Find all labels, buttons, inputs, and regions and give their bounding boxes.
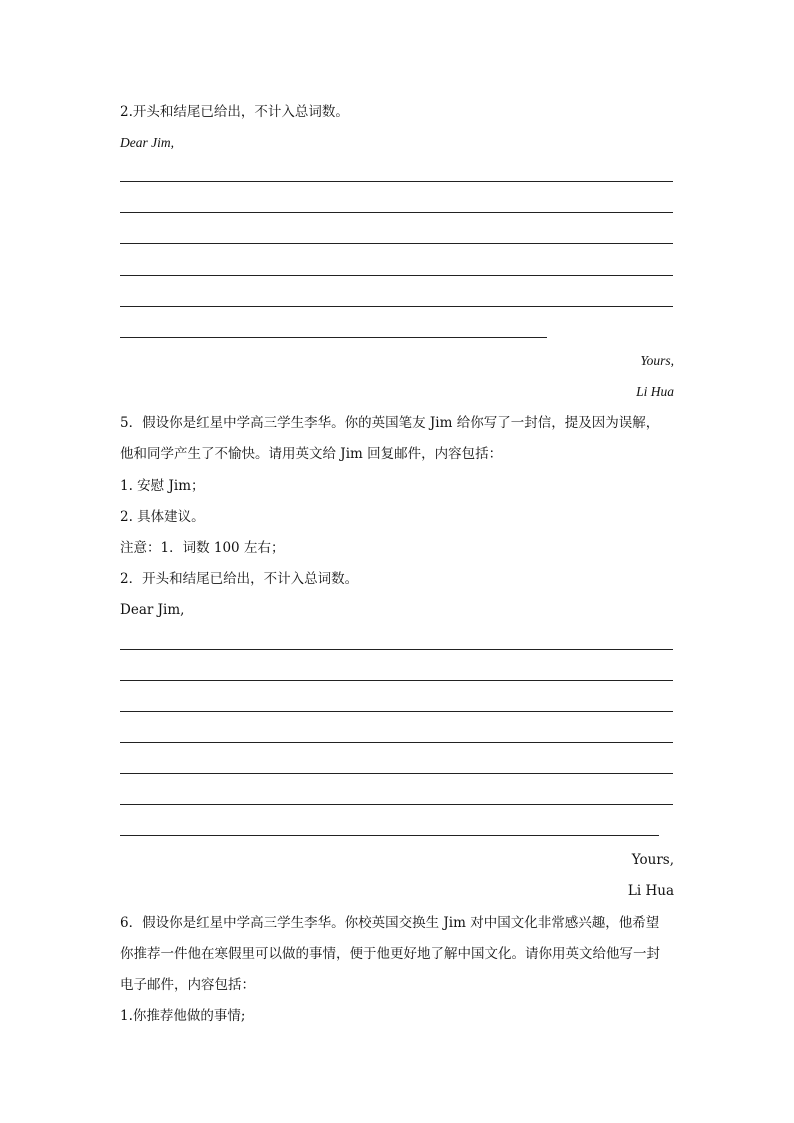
q5-prompt-line-1: 5．假设你是红星中学高三学生李华。你的英国笔友 Jim 给你写了一封信，提及因为误解， [120, 415, 660, 431]
q5-note-1: 注意：1．词数 100 左右； [120, 540, 285, 556]
answer-line[interactable] [120, 742, 673, 743]
answer-line[interactable] [120, 181, 673, 182]
answer-line[interactable] [120, 243, 673, 244]
salutation: Dear Jim, [120, 135, 174, 150]
answer-line[interactable] [120, 275, 673, 276]
note-word-count-excluded: 2.开头和结尾已给出，不计入总词数。 [120, 104, 349, 120]
answer-line[interactable] [120, 680, 673, 681]
q6-item-1: 1.你推荐他做的事情; [120, 1008, 246, 1024]
q5-item-1: 1. 安慰 Jim； [120, 478, 205, 494]
answer-line-short[interactable] [120, 337, 547, 338]
q6-prompt-line-3: 电子邮件，内容包括： [120, 977, 255, 993]
q6-prompt-line-1: 6．假设你是红星中学高三学生李华。你校英国交换生 Jim 对中国文化非常感兴趣，他希望 [120, 915, 660, 931]
signature: Li Hua [636, 384, 674, 399]
answer-line[interactable] [120, 711, 673, 712]
q5-item-2: 2. 具体建议。 [120, 509, 205, 525]
q5-signature: Li Hua [627, 883, 674, 899]
closing: Yours, [640, 353, 674, 368]
answer-line[interactable] [120, 804, 673, 805]
answer-line[interactable] [120, 212, 673, 213]
q6-prompt-line-2: 你推荐一件他在寒假里可以做的事情，便于他更好地了解中国文化。请你用英文给他写一封 [120, 946, 660, 962]
answer-line[interactable] [120, 649, 673, 650]
q5-prompt-line-2: 他和同学产生了不愉快。请用英文给 Jim 回复邮件，内容包括： [120, 446, 503, 462]
answer-line[interactable] [120, 773, 673, 774]
answer-line-short[interactable] [120, 835, 659, 836]
answer-line[interactable] [120, 306, 673, 307]
q5-closing: Yours, [631, 852, 674, 868]
q5-salutation: Dear Jim, [120, 602, 185, 618]
q5-note-2: 2．开头和结尾已给出，不计入总词数。 [120, 571, 359, 587]
